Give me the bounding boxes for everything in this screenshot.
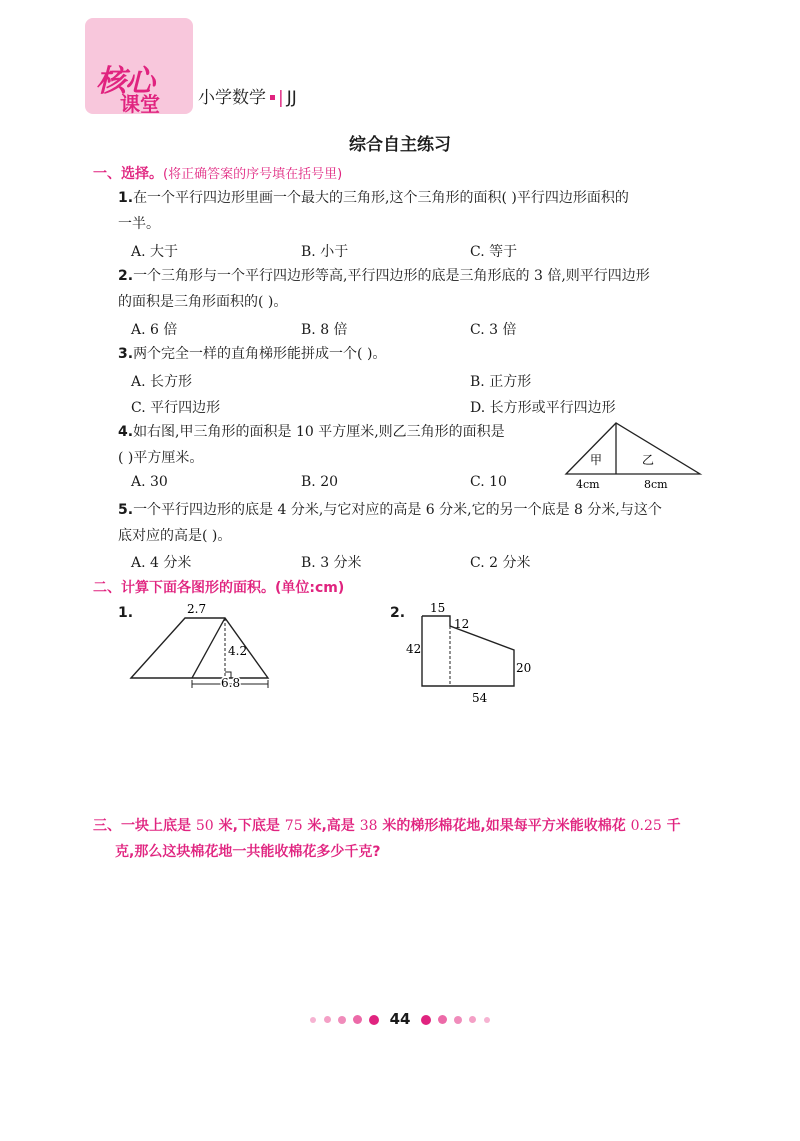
q5-option-a: A. 4 分米 — [131, 555, 192, 571]
section3-question: 三、一块上底是 50 米,下底是 75 米,高是 38 米的梯形棉花地,如果每平方米能收棉花 0.25 千 克,那么这块棉花地一共能收棉花多少千克? — [93, 818, 681, 860]
edition-label: JJ — [286, 88, 297, 108]
trapezoid-figure — [125, 598, 280, 693]
divider: | — [278, 88, 284, 108]
q2-option-b: B. 8 倍 — [301, 322, 348, 338]
outer-triangle — [566, 423, 700, 474]
logo-title: 核心 — [96, 64, 154, 99]
page-number: 44 — [389, 1010, 411, 1028]
question-5: 5.一个平行四边形的底是 4 分米,与它对应的高是 6 分米,它的另一个底是 8 分米,与这个 底对应的高是( )。 — [118, 502, 662, 544]
triangle-yi-label: 乙 — [642, 453, 655, 467]
top-base-label: 2.7 — [187, 602, 207, 616]
dot-icon — [484, 1017, 490, 1023]
q4-triangle-figure — [560, 420, 710, 492]
q1-option-b: B. 小于 — [301, 244, 349, 260]
height-label: 4.2 — [228, 644, 248, 658]
dot-icon — [421, 1015, 431, 1025]
subject-label — [198, 83, 297, 108]
left-base-label: 4cm — [576, 478, 600, 491]
q1-option-c: C. 等于 — [470, 244, 518, 260]
q5-option-c: C. 2 分米 — [470, 555, 531, 571]
page-footer — [0, 1010, 800, 1028]
section1-heading — [93, 163, 342, 183]
page-title: 综合自主练习 — [349, 135, 451, 155]
bottom-width-label: 54 — [472, 691, 488, 705]
question-1: 1.在一个平行四边形里画一个最大的三角形,这个三角形的面积( )平行四边形面积的 一半。 — [118, 190, 629, 232]
logo-subtitle: 课堂 — [120, 92, 160, 116]
section1-note: (将正确答案的序号填在括号里) — [163, 167, 343, 182]
dot-icon — [369, 1015, 379, 1025]
section1-title: 一、选择。 — [93, 166, 163, 182]
question-3: 3.两个完全一样的直角梯形能拼成一个( )。 — [118, 346, 387, 362]
q1-option-a: A. 大于 — [131, 244, 179, 260]
dot-icon — [469, 1016, 476, 1023]
composite-figure — [400, 598, 540, 708]
dot-icon — [338, 1016, 346, 1024]
dot-icon — [438, 1015, 447, 1024]
q4-option-b: B. 20 — [301, 474, 339, 490]
q3-option-a: A. 长方形 — [131, 374, 193, 390]
q3-option-b: B. 正方形 — [470, 374, 532, 390]
triangle-jia-label: 甲 — [590, 453, 603, 467]
dot-icon — [454, 1016, 462, 1024]
q4-option-c: C. 10 — [470, 474, 507, 490]
dot-icon — [324, 1016, 331, 1023]
q5-option-b: B. 3 分米 — [301, 555, 362, 571]
step-label: 12 — [454, 617, 470, 631]
dot-icon — [310, 1017, 316, 1023]
diagonal-line — [192, 618, 225, 678]
question-4: 4.如右图,甲三角形的面积是 10 平方厘米,则乙三角形的面积是 ( )平方厘米。 — [118, 424, 505, 466]
fig1-number: 1. — [118, 605, 134, 621]
fig2-number: 2. — [390, 605, 406, 621]
section2-heading: 二、计算下面各图形的面积。(单位:cm) — [93, 580, 345, 596]
top-width-label: 15 — [430, 601, 446, 615]
square-icon — [270, 95, 275, 100]
right-base-label: 8cm — [644, 478, 668, 491]
left-height-label: 42 — [406, 642, 422, 656]
q3-option-d: D. 长方形或平行四边形 — [470, 400, 616, 416]
q4-option-a: A. 30 — [131, 474, 168, 490]
bottom-label: 6.8 — [221, 676, 241, 690]
q3-option-c: C. 平行四边形 — [131, 400, 221, 416]
dot-icon — [353, 1015, 362, 1024]
right-height-label: 20 — [516, 661, 532, 675]
subject-name: 小学数学 — [198, 88, 266, 108]
q2-option-c: C. 3 倍 — [470, 322, 517, 338]
q2-option-a: A. 6 倍 — [131, 322, 178, 338]
question-2: 2.一个三角形与一个平行四边形等高,平行四边形的底是三角形底的 3 倍,则平行四边形 的面积是三角形面积的( )。 — [118, 268, 650, 310]
trapezoid-outline — [131, 618, 268, 678]
